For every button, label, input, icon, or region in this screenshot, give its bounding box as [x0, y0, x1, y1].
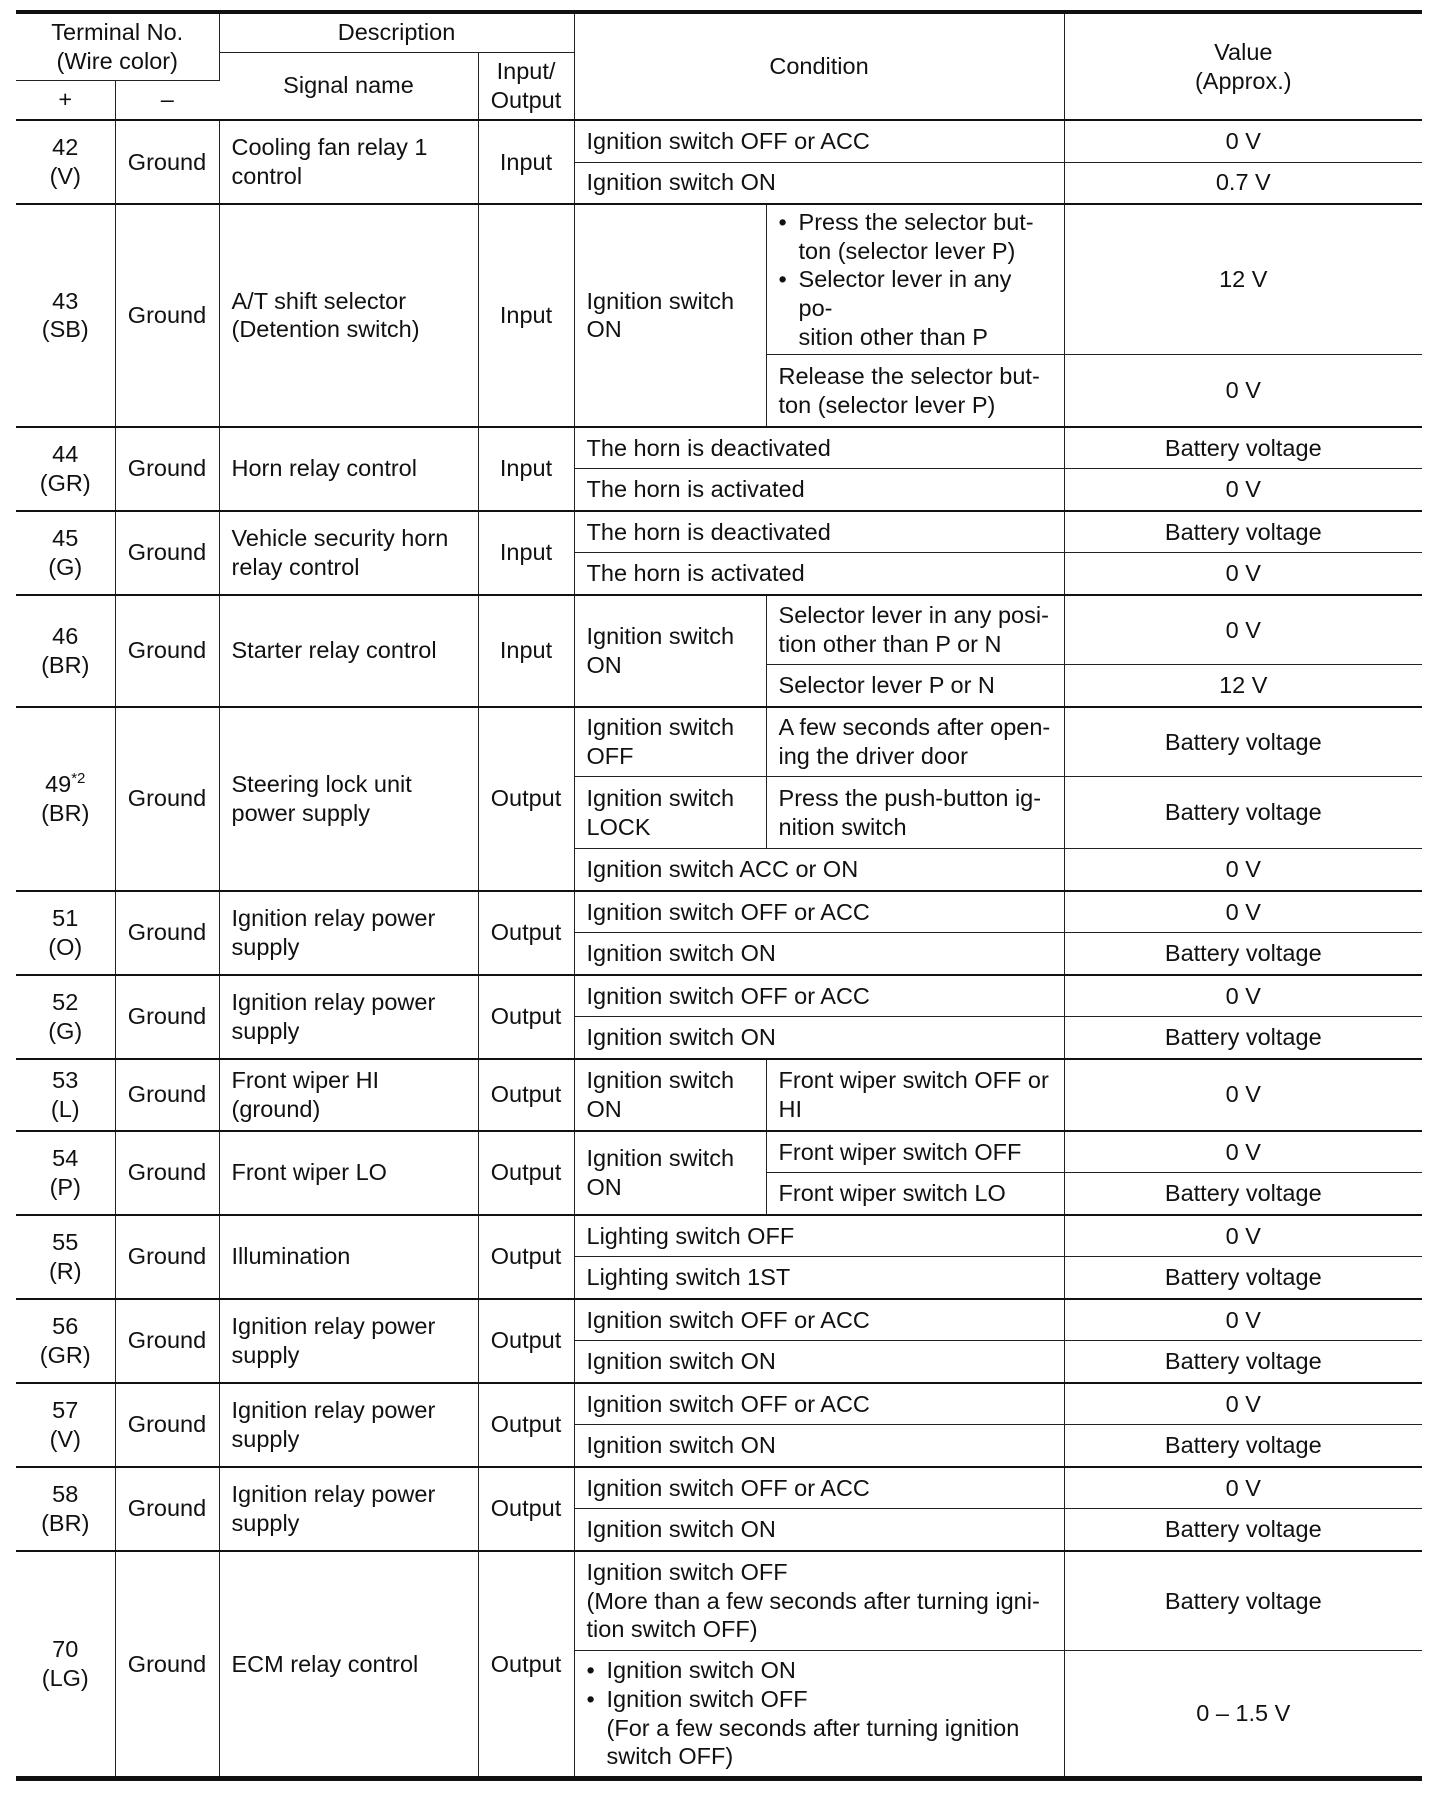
value-cell: 0 – 1.5 V: [1064, 1651, 1422, 1779]
io-cell: Output: [478, 1299, 574, 1383]
value-cell: Battery voltage: [1064, 933, 1422, 975]
terminal-number: 46: [52, 623, 79, 650]
condition-cell: Ignition switch OFF or ACC: [574, 1383, 1064, 1425]
value-cell: 0 V: [1064, 1467, 1422, 1509]
condition-main-cell: Ignition switch ON: [574, 1131, 766, 1215]
wire-color: (SB): [41, 316, 89, 343]
terminal-cell: [16, 595, 115, 707]
bullet-item: • Selector lever in any po- sition other than P: [799, 265, 1052, 351]
wire-color: (GR): [39, 1341, 91, 1368]
wire-color: (GR): [39, 469, 91, 496]
io-cell: Output: [478, 1467, 574, 1551]
io-cell: Output: [478, 1383, 574, 1467]
condition-cell: Lighting switch OFF: [574, 1215, 1064, 1257]
wire-color: (BR): [41, 651, 90, 678]
header-signal-name: Signal name: [219, 52, 478, 120]
value-cell: Battery voltage: [1064, 1017, 1422, 1059]
terminal-number: 57: [52, 1397, 79, 1424]
signal-name-cell: Ignition relay power supply: [219, 975, 478, 1059]
terminal-cell: [16, 1299, 115, 1383]
table-row: [16, 1383, 1422, 1425]
ground-cell: Ground: [115, 1059, 219, 1131]
ground-cell: Ground: [115, 1551, 219, 1779]
condition-cell: The horn is deactivated: [574, 511, 1064, 553]
terminal-number: 42: [52, 134, 79, 161]
table-row: [16, 595, 1422, 665]
value-cell: Battery voltage: [1064, 707, 1422, 777]
condition-main-cell: Ignition switch OFF: [574, 707, 766, 777]
signal-name-cell: Cooling fan relay 1 control: [219, 120, 478, 204]
ground-cell: Ground: [115, 427, 219, 511]
value-cell: Battery voltage: [1064, 427, 1422, 469]
condition-sub-cell: A few seconds after open- ing the driver door: [766, 707, 1064, 777]
terminal-cell: [16, 120, 115, 204]
signal-name-cell: Front wiper LO: [219, 1131, 478, 1215]
ground-cell: Ground: [115, 707, 219, 891]
condition-sub-cell: Press the push-button ig- nition switch: [766, 777, 1064, 849]
table-row: [16, 1131, 1422, 1173]
value-cell: 0 V: [1064, 355, 1422, 427]
value-cell: 0 V: [1064, 1215, 1422, 1257]
signal-name-cell: Front wiper HI (ground): [219, 1059, 478, 1131]
condition-cell: Ignition switch ON: [574, 1509, 1064, 1551]
value-cell: Battery voltage: [1064, 777, 1422, 849]
condition-sub-cell: Selector lever P or N: [766, 665, 1064, 707]
table-row: [16, 120, 1422, 162]
value-cell: Battery voltage: [1064, 1341, 1422, 1383]
signal-name-cell: Ignition relay power supply: [219, 1299, 478, 1383]
condition-sub-cell: Selector lever in any posi- tion other than P or N: [766, 595, 1064, 665]
ground-cell: Ground: [115, 1467, 219, 1551]
condition-bullets: [779, 208, 1052, 351]
wire-color: (O): [48, 933, 83, 960]
value-cell: Battery voltage: [1064, 511, 1422, 553]
terminal-cell: [16, 891, 115, 975]
io-cell: Output: [478, 1059, 574, 1131]
wire-color: (G): [48, 1017, 83, 1044]
condition-sub-cell: Front wiper switch LO: [766, 1173, 1064, 1215]
footnote-mark: *2: [71, 770, 86, 788]
value-cell: 0 V: [1064, 469, 1422, 511]
wire-color: (LG): [41, 1665, 89, 1692]
io-cell: Output: [478, 891, 574, 975]
table-row: [16, 511, 1422, 553]
condition-main-cell: Ignition switch ON: [574, 204, 766, 427]
terminal-cell: [16, 1551, 115, 1779]
ground-cell: Ground: [115, 1215, 219, 1299]
header-condition: Condition: [574, 12, 1064, 120]
value-cell: 12 V: [1064, 204, 1422, 355]
value-cell: Battery voltage: [1064, 1509, 1422, 1551]
table-row: [16, 1467, 1422, 1509]
signal-name-cell: Ignition relay power supply: [219, 1467, 478, 1551]
bullet-item: • Ignition switch OFF (For a few seconds after turning ignition switch OFF): [607, 1685, 1052, 1771]
wire-color: (R): [48, 1257, 82, 1284]
terminal-cell: [16, 707, 115, 891]
table-row: [16, 975, 1422, 1017]
terminal-table-page: [16, 10, 1422, 1781]
value-cell: 0 V: [1064, 975, 1422, 1017]
condition-cell: The horn is activated: [574, 469, 1064, 511]
wire-color: (BR): [41, 1509, 90, 1536]
signal-name-cell: A/T shift selector (Detention switch): [219, 204, 478, 427]
wire-color: (G): [48, 553, 83, 580]
header-value: Value (Approx.): [1064, 12, 1422, 120]
table-row: [16, 707, 1422, 777]
condition-cell: The horn is activated: [574, 553, 1064, 595]
condition-main-cell: Ignition switch ON: [574, 1059, 766, 1131]
table-row: [16, 1059, 1422, 1131]
table-row: [16, 1551, 1422, 1651]
value-cell: 0 V: [1064, 553, 1422, 595]
value-cell: Battery voltage: [1064, 1173, 1422, 1215]
terminal-number: 58: [52, 1481, 79, 1508]
terminal-number: 55: [52, 1229, 79, 1256]
condition-main-cell: Ignition switch ON: [574, 595, 766, 707]
signal-name-cell: Steering lock unit power supply: [219, 707, 478, 891]
io-cell: Input: [478, 204, 574, 427]
condition-cell: Ignition switch ON: [574, 1017, 1064, 1059]
terminal-cell: [16, 1059, 115, 1131]
io-cell: Output: [478, 975, 574, 1059]
header-plus: +: [16, 80, 115, 120]
io-cell: Input: [478, 120, 574, 204]
condition-cell: [574, 1651, 1064, 1779]
value-cell: 12 V: [1064, 665, 1422, 707]
terminal-cell: [16, 1383, 115, 1467]
table-row: [16, 1215, 1422, 1257]
ground-cell: Ground: [115, 595, 219, 707]
io-cell: Output: [478, 707, 574, 891]
value-cell: 0 V: [1064, 1299, 1422, 1341]
table-row: [16, 204, 1422, 355]
terminal-number: 54: [52, 1145, 79, 1172]
condition-sub-cell: Front wiper switch OFF: [766, 1131, 1064, 1173]
condition-cell: Ignition switch ON: [574, 162, 1064, 204]
condition-cell: Ignition switch OFF or ACC: [574, 975, 1064, 1017]
condition-main-cell: Ignition switch LOCK: [574, 777, 766, 849]
value-cell: 0 V: [1064, 120, 1422, 162]
condition-bullets: [587, 1656, 1052, 1771]
bullet-item: • Ignition switch ON: [607, 1656, 1052, 1685]
terminal-number: 53: [52, 1067, 79, 1094]
ground-cell: Ground: [115, 975, 219, 1059]
io-cell: Input: [478, 427, 574, 511]
value-cell: 0 V: [1064, 1059, 1422, 1131]
terminal-cell: [16, 975, 115, 1059]
ground-cell: Ground: [115, 1299, 219, 1383]
io-cell: Output: [478, 1215, 574, 1299]
ground-cell: Ground: [115, 204, 219, 427]
condition-cell: Ignition switch ON: [574, 1425, 1064, 1467]
value-cell: 0 V: [1064, 891, 1422, 933]
ground-cell: Ground: [115, 1131, 219, 1215]
signal-name-cell: Ignition relay power supply: [219, 1383, 478, 1467]
terminal-number: 52: [52, 989, 79, 1016]
terminal-number: 51: [52, 905, 79, 932]
condition-sub-cell: Release the selector but- ton (selector lever P): [766, 355, 1064, 427]
value-cell: 0 V: [1064, 849, 1422, 891]
terminal-number: 43: [52, 287, 79, 314]
value-cell: 0 V: [1064, 1383, 1422, 1425]
terminal-number: 44: [52, 441, 79, 468]
terminal-cell: [16, 511, 115, 595]
condition-cell: Ignition switch OFF or ACC: [574, 120, 1064, 162]
table-row: [16, 891, 1422, 933]
ground-cell: Ground: [115, 891, 219, 975]
io-cell: Input: [478, 511, 574, 595]
terminal-cell: [16, 1467, 115, 1551]
signal-name-cell: Starter relay control: [219, 595, 478, 707]
condition-cell: Ignition switch OFF or ACC: [574, 1467, 1064, 1509]
terminal-cell: [16, 204, 115, 427]
value-cell: Battery voltage: [1064, 1425, 1422, 1467]
wire-color: (V): [49, 163, 81, 189]
condition-cell: Lighting switch 1ST: [574, 1257, 1064, 1299]
terminal-table: [16, 10, 1422, 1781]
header-terminal: Terminal No. (Wire color): [16, 12, 219, 80]
ground-cell: Ground: [115, 120, 219, 204]
wire-color: (BR): [41, 799, 90, 826]
io-cell: Output: [478, 1551, 574, 1779]
value-cell: 0 V: [1064, 595, 1422, 665]
condition-cell: Ignition switch OFF or ACC: [574, 1299, 1064, 1341]
terminal-cell: [16, 427, 115, 511]
condition-cell: Ignition switch ON: [574, 1341, 1064, 1383]
signal-name-cell: Horn relay control: [219, 427, 478, 511]
io-cell: Input: [478, 595, 574, 707]
value-cell: Battery voltage: [1064, 1257, 1422, 1299]
terminal-number: 45: [52, 525, 79, 552]
terminal-number: 49: [45, 771, 72, 798]
signal-name-cell: Illumination: [219, 1215, 478, 1299]
table-row: [16, 1299, 1422, 1341]
value-cell: 0.7 V: [1064, 162, 1422, 204]
condition-cell: Ignition switch OFF or ACC: [574, 891, 1064, 933]
signal-name-cell: Ignition relay power supply: [219, 891, 478, 975]
wire-color: (V): [49, 1425, 81, 1452]
value-cell: 0 V: [1064, 1131, 1422, 1173]
signal-name-cell: Vehicle security horn relay control: [219, 511, 478, 595]
terminal-number: 70: [52, 1636, 79, 1663]
condition-sub-cell: [766, 204, 1064, 355]
header-description: Description: [219, 12, 574, 52]
wire-color: (L): [50, 1095, 80, 1122]
ground-cell: Ground: [115, 511, 219, 595]
io-cell: Output: [478, 1131, 574, 1215]
terminal-cell: [16, 1215, 115, 1299]
ground-cell: Ground: [115, 1383, 219, 1467]
condition-cell: Ignition switch ACC or ON: [574, 849, 1064, 891]
header-minus: –: [115, 80, 219, 120]
value-cell: Battery voltage: [1064, 1551, 1422, 1651]
terminal-cell: [16, 1131, 115, 1215]
header-io: Input/ Output: [478, 52, 574, 120]
table-row: [16, 427, 1422, 469]
terminal-number: 56: [52, 1313, 79, 1340]
condition-cell: Ignition switch OFF (More than a few seconds after turning igni- tion switch OFF): [574, 1551, 1064, 1651]
wire-color: (P): [49, 1173, 81, 1200]
bullet-item: • Press the selector but- ton (selector lever P): [799, 208, 1052, 265]
condition-cell: The horn is deactivated: [574, 427, 1064, 469]
signal-name-cell: ECM relay control: [219, 1551, 478, 1779]
condition-cell: Ignition switch ON: [574, 933, 1064, 975]
condition-sub-cell: Front wiper switch OFF or HI: [766, 1059, 1064, 1131]
